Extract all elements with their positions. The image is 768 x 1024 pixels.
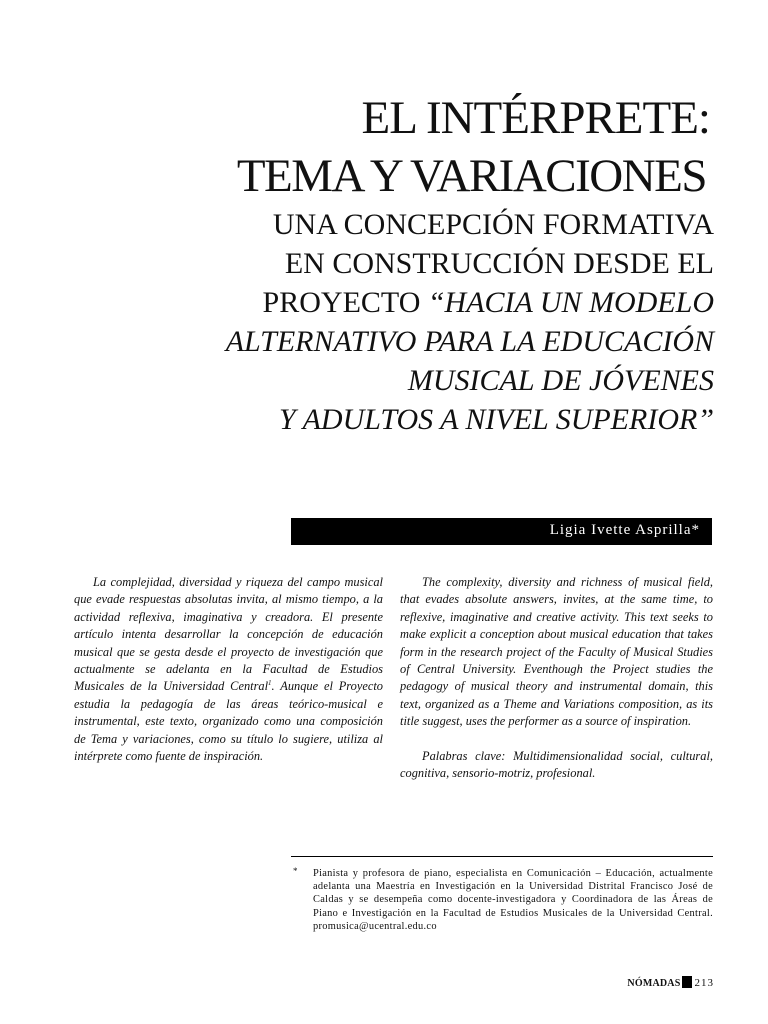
- footnote-text: Pianista y profesora de piano, especialista en Comunicación – Educación, actualmente adelanta una Maestría en Investigación en la Universidad Distrital Francisco José de Caldas y se desempeña como docente-investigadora y Coordinadora de las Áreas de Piano e Investigación en la Facultad de Estudios Musicales de la Universidad Central. promusica@ucentral.edu.co: [313, 868, 713, 932]
- page-number: 213: [694, 977, 714, 989]
- subtitle-line-6: Y ADULTOS A NIVEL SUPERIOR”: [278, 403, 714, 436]
- subtitle-line-5: MUSICAL DE JÓVENES: [407, 364, 714, 397]
- subtitle-line-1: UNA CONCEPCIÓN FORMATIVA: [272, 208, 714, 241]
- abstract-en-text: The complexity, diversity and richness of musical field, that evades absolute answers, invites, at the same time, to reflexive, imaginative and creative activity. This text seeks to make explicit a conception about musical education that takes form in the research project of the Faculty of Musical Studies of Central University. Eventhough the Project studies the pedagogy of musical theory and instrumental domain, this text, organized as a Theme and Variations composition, as its title suggest, uses the performer as a source of inspiration.: [400, 575, 713, 729]
- subtitle-line-2: EN CONSTRUCCIÓN DESDE EL: [284, 247, 714, 280]
- footnote-rule: [291, 856, 713, 857]
- abstract-es-text-2: . Aunque el Proyecto estudia la pedagogía de las áreas teórico-musical e instrumental, este texto, organizado como una composición de Tema y variaciones, como su título lo sugiere, utiliza al intérprete como fuente de inspiración.: [74, 679, 383, 764]
- endnote-marker: 1: [268, 679, 272, 688]
- footer-block-mark: [682, 976, 692, 988]
- article-title-line-2: TEMA Y VARIACIONES: [236, 150, 706, 202]
- abstract-english: [400, 574, 713, 782]
- subtitle-line-3-plain: PROYECTO: [262, 286, 428, 319]
- footnote-marker: *: [293, 866, 298, 876]
- article-subtitle: [74, 205, 714, 439]
- author-name: Ligia Ivette Asprilla*: [549, 522, 700, 538]
- subtitle-line-4: ALTERNATIVO PARA LA EDUCACIÓN: [225, 325, 714, 358]
- author-bar: [291, 518, 712, 545]
- journal-name: NÓMADAS: [627, 978, 681, 989]
- subtitle-line-3-italic: “HACIA UN MODELO: [427, 286, 714, 319]
- article-title-line-1: EL INTÉRPRETE:: [361, 92, 710, 144]
- page-footer: [627, 976, 714, 989]
- subtitle-line-3: [74, 283, 714, 322]
- abstract-spanish: [74, 574, 383, 765]
- keywords: Palabras clave: Multidimensionalidad social, cultural, cognitiva, sensorio-motriz, profesional.: [400, 748, 713, 781]
- abstract-es-text-1: La complejidad, diversidad y riqueza del campo musical que evade respuestas absolutas invita, al mismo tiempo, a la actividad reflexiva, imaginativa y creadora. El presente artículo intenta desarrollar la concepción de educación musical que se gesta desde el proyecto de investigación que actualmente se adelanta en la Facultad de Estudios Musicales de la Universidad Central: [74, 575, 383, 694]
